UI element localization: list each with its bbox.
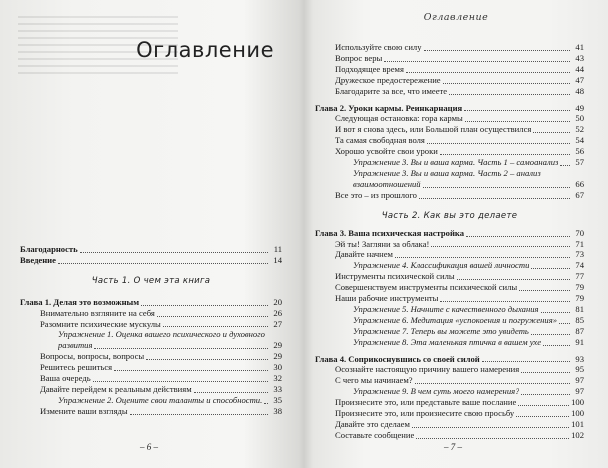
page-number-left: – 6 – <box>140 442 158 452</box>
toc-entry[interactable] <box>315 419 584 430</box>
exercise-entry[interactable] <box>315 260 584 271</box>
toc-entry-title: Упражнение 2. Оцените свои таланты и способности. <box>58 394 262 405</box>
toc-entry-title: Упражнение 1. Оценка вашего психического и духовного <box>58 329 265 340</box>
running-head: Оглавление <box>423 12 489 23</box>
leader-dots <box>457 279 570 280</box>
toc-entry[interactable] <box>315 397 584 408</box>
toc-page-number: 87 <box>575 325 584 336</box>
toc-entry-title: Глава 4. Соприкоснувшись со своей силой <box>315 353 480 364</box>
toc-page-number: 14 <box>273 254 282 265</box>
leader-dots <box>449 94 570 95</box>
toc-page-number: 66 <box>575 178 584 189</box>
leader-dots <box>264 403 268 404</box>
leader-dots <box>559 323 570 324</box>
toc-entry[interactable] <box>315 190 584 201</box>
exercise-entry[interactable] <box>315 304 584 315</box>
toc-entry-title: Введение <box>20 254 56 265</box>
leader-dots <box>521 372 570 373</box>
exercise-entry[interactable] <box>315 326 584 337</box>
toc-entry-title: Давайте начнем <box>335 249 393 260</box>
leader-dots <box>157 316 268 317</box>
toc-entry-title: Упражнение 5. Начните с качественного дыхания <box>353 303 539 314</box>
leader-dots <box>427 143 570 144</box>
toc-page-number: 43 <box>575 52 584 63</box>
toc-entry-title: Составьте сообщение <box>335 429 415 440</box>
toc-page-number: 95 <box>575 364 584 375</box>
exercise-entry[interactable] <box>315 315 584 326</box>
leader-dots <box>516 416 569 417</box>
exercise-entry[interactable] <box>20 340 282 351</box>
toc-entry-title: взаимоотношений <box>353 178 421 189</box>
toc-entry[interactable] <box>315 124 584 135</box>
exercise-entry[interactable] <box>20 395 282 406</box>
toc-page-number: 73 <box>575 249 584 260</box>
leader-dots <box>163 326 268 327</box>
leader-dots <box>560 165 570 166</box>
toc-entry-title: Глава 2. Уроки кармы. Реинкарнация <box>315 102 463 113</box>
toc-entry[interactable] <box>315 42 584 53</box>
toc-entry[interactable] <box>315 86 584 97</box>
toc-entry-title: Произнесите это, или произнесите свою просьбу <box>335 408 515 419</box>
toc-page-number: 102 <box>571 429 584 440</box>
leader-dots <box>464 110 570 111</box>
toc-entry-title: Разомните психические мускулы <box>40 318 161 329</box>
toc-page-number: 77 <box>575 271 584 282</box>
toc-entry-title: Давайте перейдем к реальным действиям <box>40 383 192 394</box>
toc-page-number: 57 <box>575 157 584 168</box>
toc-page-number: 100 <box>571 397 584 408</box>
toc-page-number: 20 <box>273 296 282 307</box>
toc-page-number: 101 <box>571 419 584 429</box>
toc-entry-title: Измените ваши взгляды <box>40 405 128 416</box>
toc-entry-title: Подходящее время <box>335 63 404 74</box>
leader-dots <box>146 359 268 360</box>
toc-page-number: 81 <box>575 303 584 314</box>
toc-page-number: 79 <box>575 293 584 304</box>
toc-entry-title: Ваша очередь <box>40 373 91 384</box>
leader-dots <box>440 154 570 155</box>
leader-dots <box>466 236 570 237</box>
toc-page-number: 97 <box>575 386 584 397</box>
toc-page-number: 97 <box>575 375 584 386</box>
toc-entry-title: Та самая свободная воля <box>335 135 425 146</box>
toc-page-number: 48 <box>575 85 584 96</box>
exercise-entry[interactable] <box>315 157 584 168</box>
leader-dots <box>543 345 570 346</box>
toc-entry[interactable] <box>315 239 584 250</box>
toc-entry-title: Глава 3. Ваша психическая настройка <box>315 227 465 238</box>
toc-entry-title: Благодарите за все, что имеете <box>335 85 448 96</box>
toc-page-number: 56 <box>575 146 584 157</box>
leader-dots <box>415 383 570 384</box>
toc-entry[interactable] <box>315 113 584 124</box>
toc-entry-title: Решитесь решиться <box>40 362 113 373</box>
toc-entry-title: Инструменты психической силы <box>335 271 455 282</box>
toc-page-number: 44 <box>575 63 584 74</box>
toc-page-number: 74 <box>575 260 584 271</box>
leader-dots <box>424 50 570 51</box>
toc-page-number: 32 <box>273 373 282 384</box>
leader-dots <box>521 394 570 395</box>
toc-entry[interactable] <box>315 64 584 75</box>
toc-entry-title: Упражнение 9. В чем суть моего намерения? <box>353 386 520 397</box>
toc-entry[interactable] <box>315 364 584 375</box>
leader-dots <box>541 312 571 313</box>
exercise-entry[interactable] <box>315 179 584 190</box>
leader-dots <box>531 268 570 269</box>
toc-page-number: 29 <box>273 351 282 362</box>
toc-entry-title: Упражнение 7. Теперь вы можете это увидеть <box>353 325 529 336</box>
toc-entry[interactable] <box>20 351 282 362</box>
leader-dots <box>130 414 268 415</box>
chapter-entry[interactable] <box>315 103 584 114</box>
toc-page-number: 93 <box>575 353 584 364</box>
leader-dots <box>94 348 268 349</box>
toc-page-number: 27 <box>273 318 282 329</box>
toc-page-number: 38 <box>273 405 282 416</box>
leader-dots <box>194 392 268 393</box>
right-page <box>304 0 608 468</box>
leader-dots <box>531 334 570 335</box>
toc-entry-title: Дружеское предостережение <box>335 74 441 85</box>
toc-page-number: 47 <box>575 74 584 85</box>
chapter-entry[interactable] <box>315 354 584 365</box>
toc-entry-title: Упражнение 3. Вы и ваша карма. Часть 1 – самоанализ <box>353 157 559 168</box>
toc-entry[interactable] <box>20 308 282 319</box>
leader-dots <box>141 305 268 306</box>
exercise-entry[interactable] <box>315 386 584 397</box>
toc-page-number: 49 <box>575 102 584 113</box>
toc-entry[interactable] <box>20 362 282 373</box>
toc-page-number: 35 <box>273 394 282 405</box>
toc-entry-title: Внимательно взгляните на себя <box>40 307 155 318</box>
toc-entry-title: Наши рабочие инструменты <box>335 293 439 304</box>
toc-entry-title: Вопросы, вопросы, вопросы <box>40 351 145 362</box>
toc-entry-title: развития <box>58 340 93 351</box>
toc-page-number: 50 <box>575 113 584 124</box>
toc-entry-title: Совершенствуем инструменты психической силы <box>335 282 518 293</box>
toc-left <box>20 244 282 417</box>
leader-dots <box>519 290 570 291</box>
toc-entry[interactable] <box>315 282 584 293</box>
toc-entry[interactable] <box>20 244 282 255</box>
leader-dots <box>80 252 268 253</box>
leader-dots <box>518 405 569 406</box>
exercise-entry[interactable] <box>20 329 282 340</box>
toc-entry-title: Вопрос веры <box>335 52 383 63</box>
toc-right <box>315 42 584 441</box>
toc-entry-title: Упражнение 3. Вы и ваша карма. Часть 2 – анализ <box>353 167 541 178</box>
leader-dots <box>395 257 570 258</box>
leader-dots <box>93 381 268 382</box>
chapter-entry[interactable] <box>315 228 584 239</box>
leader-dots <box>114 370 268 371</box>
leader-dots <box>533 132 570 133</box>
toc-entry[interactable] <box>20 384 282 395</box>
toc-entry[interactable] <box>20 406 282 417</box>
leader-dots <box>465 121 570 122</box>
chapter-entry[interactable] <box>20 297 282 308</box>
toc-entry-title: Осознайте настоящую причину вашего намерения <box>335 364 520 375</box>
toc-page-number: 71 <box>575 238 584 249</box>
toc-entry[interactable] <box>315 293 584 304</box>
leader-dots <box>431 246 570 247</box>
toc-page-number: 79 <box>575 282 584 293</box>
toc-entry[interactable] <box>315 375 584 386</box>
toc-page-number: 30 <box>273 362 282 373</box>
toc-page-number: 11 <box>273 244 282 254</box>
toc-page-number: 70 <box>575 227 584 238</box>
leader-dots <box>443 83 570 84</box>
toc-page-number: 29 <box>273 340 282 351</box>
page-title: Оглавление <box>136 38 274 62</box>
toc-entry-title: Эй ты! Загляни за облака! <box>335 238 430 249</box>
toc-page-number: 52 <box>575 124 584 135</box>
toc-entry[interactable] <box>20 373 282 384</box>
toc-entry-title: Хорошо усвойте свои уроки <box>335 146 438 157</box>
toc-page-number: 26 <box>273 307 282 318</box>
toc-entry-title: Благодарность <box>20 244 78 254</box>
leader-dots <box>384 61 570 62</box>
toc-entry-title: Все это – из прошлого <box>335 189 417 200</box>
toc-entry[interactable] <box>315 135 584 146</box>
toc-entry[interactable] <box>315 271 584 282</box>
leader-dots <box>406 72 570 73</box>
part-heading: Часть 2. Как вы это делаете <box>381 210 518 221</box>
leader-dots <box>416 438 569 439</box>
toc-entry-title: С чего мы начинаем? <box>335 375 413 386</box>
toc-page-number: 41 <box>575 42 584 52</box>
toc-page-number: 85 <box>575 314 584 325</box>
toc-page-number: 100 <box>571 408 584 419</box>
toc-entry-title: Упражнение 4. Классификация вашей личности <box>353 260 530 271</box>
toc-entry[interactable] <box>315 430 584 441</box>
toc-page-number: 91 <box>575 336 584 347</box>
toc-entry-title: Произнесите это, или представьте ваше послание <box>335 397 517 408</box>
leader-dots <box>423 187 570 188</box>
toc-entry[interactable] <box>20 319 282 330</box>
exercise-entry[interactable] <box>315 337 584 348</box>
toc-entry[interactable] <box>315 75 584 86</box>
toc-entry[interactable] <box>315 249 584 260</box>
leader-dots <box>58 263 268 264</box>
toc-entry[interactable] <box>315 146 584 157</box>
toc-page-number: 67 <box>575 189 584 200</box>
page-number-right: – 7 – <box>444 442 462 452</box>
toc-entry-title: Упражнение 6. Медитация «успокоения и погружения» <box>353 314 557 325</box>
toc-entry[interactable] <box>315 53 584 64</box>
exercise-entry[interactable] <box>315 168 584 179</box>
leader-dots <box>412 427 569 428</box>
toc-entry[interactable] <box>315 408 584 419</box>
leader-dots <box>440 301 570 302</box>
toc-entry-title: Глава 1. Делая это возможным <box>20 296 140 307</box>
toc-entry-title: Упражнение 8. Эта маленькая птичка в вашем ухе <box>353 336 542 347</box>
toc-entry-title: Давайте это сделаем <box>335 419 410 429</box>
toc-page-number: 33 <box>273 383 282 394</box>
leader-dots <box>482 361 570 362</box>
toc-page-number: 54 <box>575 135 584 146</box>
toc-entry-title: Следующая остановка: гора кармы <box>335 113 463 124</box>
leader-dots <box>419 198 570 199</box>
toc-entry[interactable] <box>20 255 282 266</box>
part-heading: Часть 1. О чем эта книга <box>91 275 211 286</box>
toc-entry-title: И вот я снова здесь, или Большой план осуществился <box>335 124 532 135</box>
toc-entry-title: Используйте свою силу <box>335 42 422 52</box>
